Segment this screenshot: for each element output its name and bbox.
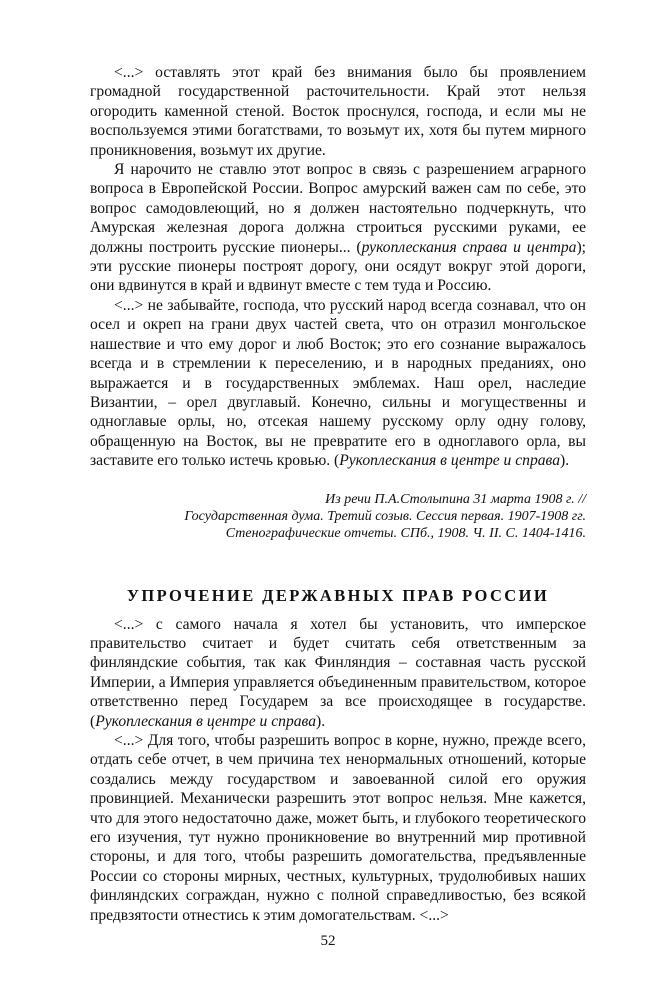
source-line-2: Государственная дума. Третий созыв. Сессия первая. 1907-1908 гг. — [184, 508, 586, 524]
paragraph-3-text: <...> не забывайте, господа, что русский народ всегда сознавал, что он осел и окреп на грани двух частей света, что он отразил монгольское нашествие и что ему дорог и люб Восток; это его сознание выражалось всегда и в стремлении к переселению, и в народных преданиях, оно выражается и в государственных эмблемах. Наш орел, наследие Византии, – орел двуглавый. Конечно, сильны и могущественны и одноглавые орлы, но, отсекая нашему русскому орлу одну голову, обращенную на Восток, вы не превратите его в одноглавого орла, вы заставите его только истечь кровью. ( — [90, 296, 586, 470]
paragraph-5: <...> Для того, чтобы разрешить вопрос в корне, нужно, прежде всего, отдать себе отчет, в чем причина тех ненормальных отношений, которые создались между государством и завоеванной силой его оружия провинцией. Механически разрешить этот вопрос нельзя. Мне кажется, что для этого недостаточно даже, может быть, и глубокого теоретического его изучения, тут нужно проникновение во внутренний мир противной стороны, и для того, чтобы разрешить домогательства, предъявленные России со стороны мирных, честных, культурных, трудолюбивых наших финляндских сограждан, нужно с полной справедливостью, без всякой предвзятости отнестись к этим домогательствам. <...> — [90, 731, 586, 924]
paragraph-3-text-end: ). — [560, 452, 570, 470]
paragraph-4-text-end: ). — [316, 712, 326, 730]
paragraph-4 — [90, 615, 586, 731]
page-number: 52 — [320, 933, 336, 949]
source-line-1: Из речи П.А.Столыпина 31 марта 1908 г. // — [325, 491, 586, 507]
paragraph-2-applause-remark: рукоплескания справа и центра — [361, 238, 577, 256]
paragraph-4-text: <...> с самого начала я хотел бы установить, что имперское правительство считает и будет считать себя ответственным за финляндские события, так как Финляндия – составная часть русской Империи, а Империя управляется объединенным правительством, которое ответственно перед Государем за все происходящее в государстве. ( — [90, 615, 586, 730]
paragraph-3-applause-remark: Рукоплескания в центре и справа — [339, 452, 561, 470]
page-body — [90, 63, 586, 925]
source-citation — [90, 491, 586, 542]
section-heading: УПРОЧЕНИЕ ДЕРЖАВНЫХ ПРАВ РОССИИ — [126, 585, 550, 605]
paragraph-4-applause-remark: Рукоплескания в центре и справа — [95, 712, 317, 730]
paragraph-2-text: Я нарочито не ставлю этот вопрос в связь с разрешением аграрного вопроса в Европейской России. Вопрос амурский важен сам по себе, это вопрос самодовлеющий, но я должен настоятельно подчеркнуть, что Амурская железная дорога должна строиться русскими руками, ее должны построить русские пионеры... ( — [90, 161, 586, 256]
paragraph-2 — [90, 160, 586, 296]
paragraph-2-text-end: ); эти русские пионеры построят дорогу, они осядут вокруг этой дороги, они вдвинутся в край и вдвинут вместе с тем туда и Россию. — [90, 238, 587, 295]
source-line-3: Стенографические отчеты. СПб., 1908. Ч. II. С. 1404-1416. — [225, 525, 586, 541]
paragraph-1: <...> оставлять этот край без внимания было бы проявлением громадной государственной расточительности. Край этот нельзя огородить каменной стеной. Восток проснулся, господа, и если мы не воспользуемся этими богатствами, то возьмут их, хотя бы путем мирного проникновения, возьмут их другие. — [90, 64, 586, 159]
paragraph-3 — [90, 296, 586, 471]
